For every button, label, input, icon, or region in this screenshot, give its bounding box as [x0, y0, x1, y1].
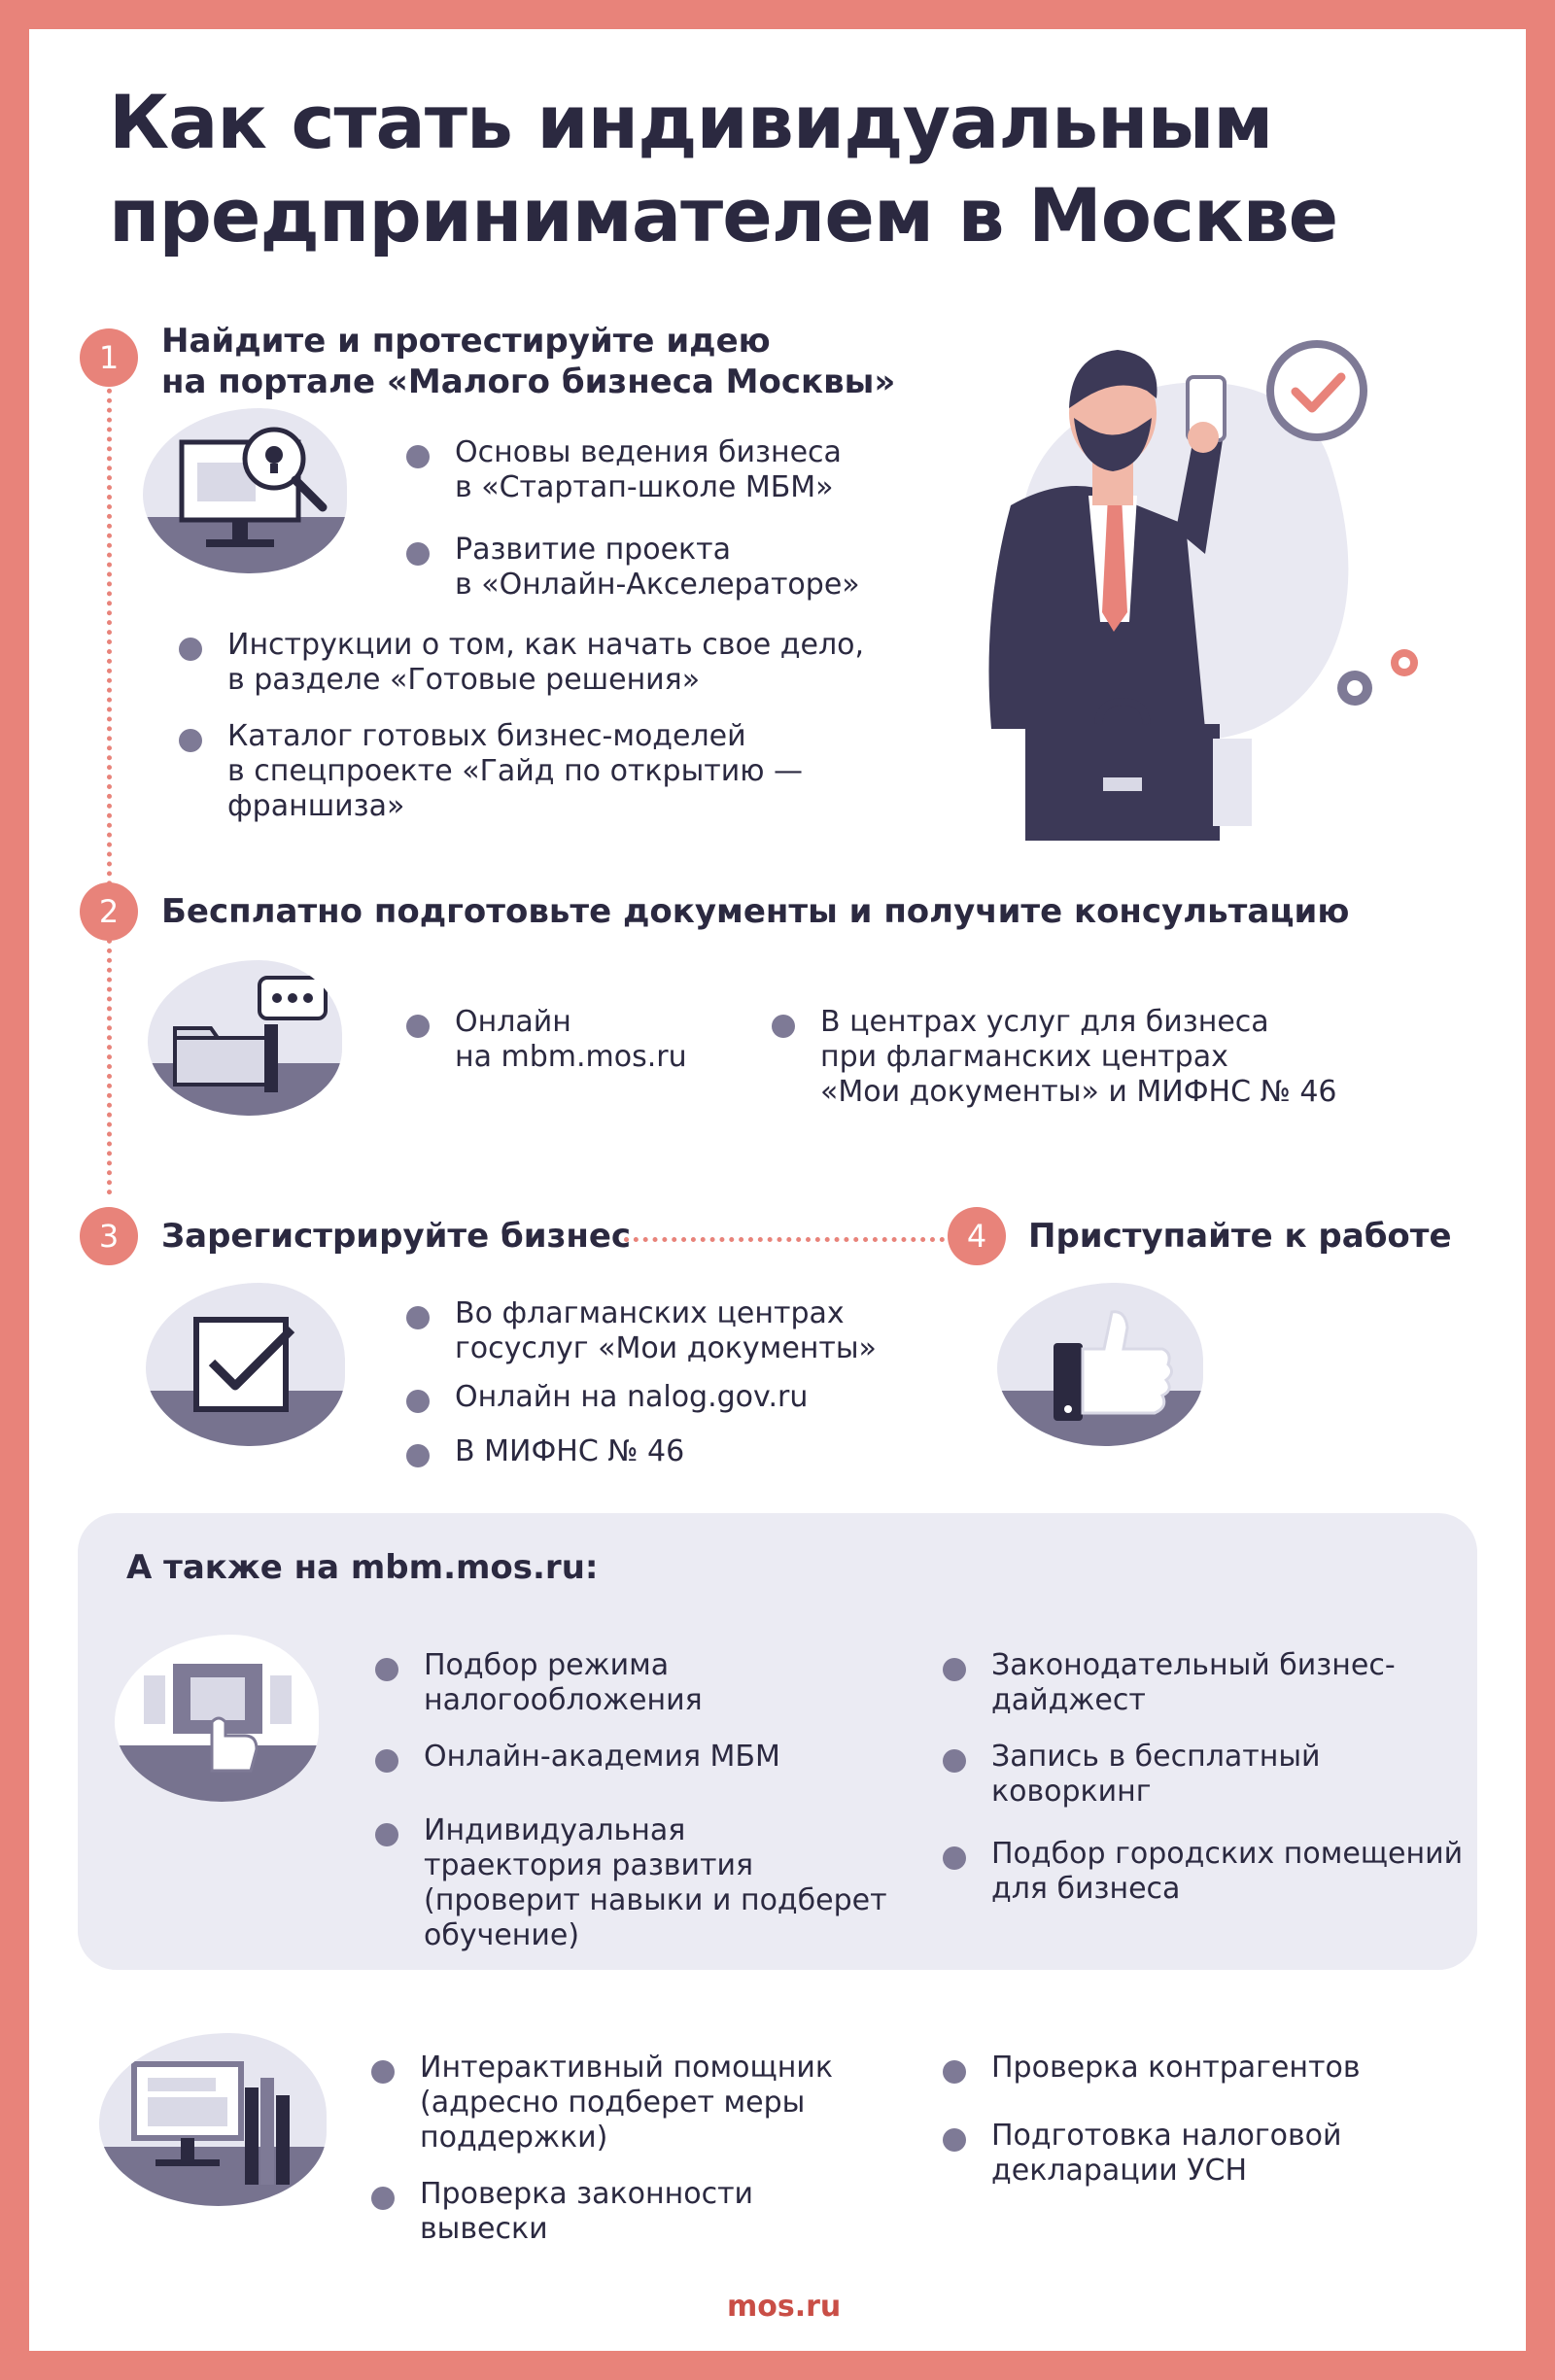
- infographic-page: [29, 29, 1526, 2351]
- also-right-item-3-line-2: для бизнеса: [991, 1872, 1181, 1906]
- monitor-search-illustration: [143, 408, 347, 573]
- bottom-right-item-1: [943, 2051, 1361, 2086]
- step-2-item-2-line-1: В центрах услуг для бизнеса: [820, 1005, 1269, 1039]
- step-1-item-2-line-1: Развитие проекта: [455, 533, 732, 567]
- interface-click-illustration: [115, 1635, 319, 1802]
- also-left-item-1-line-1: Подбор режима: [424, 1648, 670, 1682]
- step-1-item-4-line-2: в спецпроекте «Гайд по открытию —: [227, 754, 804, 788]
- step-2-item-2-line-3: «Мои документы» и МИФНС № 46: [820, 1075, 1337, 1109]
- computer-books-illustration: [99, 2033, 327, 2206]
- steps-connector-vertical: [107, 360, 112, 1195]
- footer-site-link[interactable]: mos.ru: [727, 2290, 842, 2324]
- step-1-item-4-line-3: франшиза»: [227, 789, 405, 823]
- bottom-right-item-2-line-1: Подготовка налоговой: [991, 2119, 1342, 2153]
- step-3-item-1: [406, 1296, 877, 1366]
- bottom-right-item-2: [943, 2119, 1342, 2189]
- also-left-item-3-line-2: траектория развития: [424, 1848, 754, 1882]
- step-2-item-2: [772, 1005, 1337, 1110]
- also-left-item-1-line-2: налогообложения: [424, 1683, 703, 1717]
- also-right-item-1: [943, 1648, 1396, 1718]
- step-3-item-2-line-1: Онлайн на nalog.gov.ru: [455, 1380, 809, 1414]
- also-left-item-3: [375, 1813, 887, 1953]
- step-3-item-1-line-1: Во флагманских центрах: [455, 1296, 845, 1330]
- folder-icon: [148, 960, 342, 1116]
- computer-books-icon: [99, 2033, 327, 2206]
- bottom-left-item-1-line-2: (адресно подберет меры: [420, 2086, 806, 2120]
- step-2-item-1-line-2: на mbm.mos.ru: [455, 1040, 687, 1074]
- bottom-left-item-1-line-1: Интерактивный помощник: [420, 2051, 833, 2085]
- step-1-item-3-line-1: Инструкции о том, как начать свое дело,: [227, 628, 865, 662]
- step-2-number: 2: [80, 882, 138, 941]
- also-right-item-1-line-2: дайджест: [991, 1683, 1146, 1717]
- step-1-item-2: [406, 533, 860, 603]
- step-1-item-2-line-2: в «Онлайн-Акселераторе»: [455, 568, 860, 602]
- step-3-item-2: [406, 1380, 808, 1415]
- step-1-heading-line-1: Найдите и протестируйте идею: [161, 322, 771, 361]
- also-left-item-3-line-3: (проверит навыки и подберет: [424, 1883, 887, 1917]
- title-line-1: Как стать индивидуальным: [109, 79, 1273, 165]
- also-left-item-3-line-1: Индивидуальная: [424, 1813, 686, 1847]
- thumbs-up-icon: [997, 1283, 1203, 1446]
- thumbs-up-illustration: [997, 1283, 1203, 1446]
- step-1-item-1-line-2: в «Стартап-школе МБМ»: [455, 470, 834, 504]
- also-left-item-3-line-4: обучение): [424, 1918, 580, 1952]
- step-2-item-2-line-2: при флагманских центрах: [820, 1040, 1228, 1074]
- also-left-item-2: [375, 1740, 780, 1775]
- gear-icon: [1337, 649, 1418, 706]
- step-2-item-1: [406, 1005, 687, 1075]
- step-3-heading: Зарегистрируйте бизнес: [161, 1217, 632, 1256]
- step-1-heading-line-2: на портале «Малого бизнеса Москвы»: [161, 362, 896, 401]
- step-1-item-1-line-1: Основы ведения бизнеса: [455, 435, 842, 469]
- step-1-item-3-line-2: в разделе «Готовые решения»: [227, 663, 701, 697]
- also-right-item-3-line-1: Подбор городских помещений: [991, 1837, 1464, 1871]
- businessman-illustration: [884, 321, 1448, 845]
- also-right-item-2-line-1: Запись в бесплатный: [991, 1740, 1321, 1774]
- also-right-item-2-line-2: коворкинг: [991, 1775, 1152, 1809]
- step-4-number: 4: [948, 1207, 1006, 1265]
- step-4-heading: Приступайте к работе: [1028, 1217, 1452, 1256]
- also-left-item-2-line-1: Онлайн-академия МБМ: [424, 1740, 780, 1774]
- step-1-item-4: [179, 719, 803, 824]
- step-2-item-1-line-1: Онлайн: [455, 1005, 571, 1039]
- also-right-item-1-line-1: Законодательный бизнес-: [991, 1648, 1396, 1682]
- checkmark-circle-icon: [1270, 344, 1364, 437]
- also-heading: А также на mbm.mos.ru:: [126, 1548, 599, 1587]
- title-line-2: предпринимателем в Москве: [109, 172, 1338, 259]
- monitor-magnifier-icon: [143, 408, 347, 573]
- steps-connector-horizontal: [624, 1237, 954, 1242]
- checkbox-icon: [146, 1283, 345, 1446]
- step-3-number: 3: [80, 1207, 138, 1265]
- bottom-left-item-2-line-2: вывески: [420, 2212, 548, 2246]
- also-right-item-2: [943, 1740, 1321, 1810]
- step-1-item-3: [179, 628, 864, 698]
- checkbox-illustration: [146, 1283, 345, 1446]
- bottom-left-item-1: [371, 2051, 833, 2156]
- step-3-item-3-line-1: В МИФНС № 46: [455, 1434, 685, 1468]
- page-title: [109, 76, 1337, 262]
- also-left-item-1: [375, 1648, 703, 1718]
- step-1-item-1: [406, 435, 842, 505]
- bottom-left-item-2-line-1: Проверка законности: [420, 2177, 754, 2211]
- step-3-item-3: [406, 1434, 684, 1469]
- hand-pointer-icon: [115, 1635, 319, 1802]
- folder-chat-illustration: [148, 960, 342, 1116]
- step-1-item-4-line-1: Каталог готовых бизнес-моделей: [227, 719, 746, 753]
- step-3-item-1-line-2: госуслуг «Мои документы»: [455, 1331, 877, 1365]
- bottom-left-item-1-line-3: поддержки): [420, 2121, 608, 2155]
- step-1-number: 1: [80, 328, 138, 387]
- bottom-right-item-1-line-1: Проверка контрагентов: [991, 2051, 1361, 2085]
- step-2-heading: Бесплатно подготовьте документы и получите консультацию: [161, 892, 1350, 931]
- bottom-left-item-2: [371, 2177, 753, 2247]
- bottom-right-item-2-line-2: декларации УСН: [991, 2154, 1248, 2188]
- also-right-item-3: [943, 1837, 1463, 1907]
